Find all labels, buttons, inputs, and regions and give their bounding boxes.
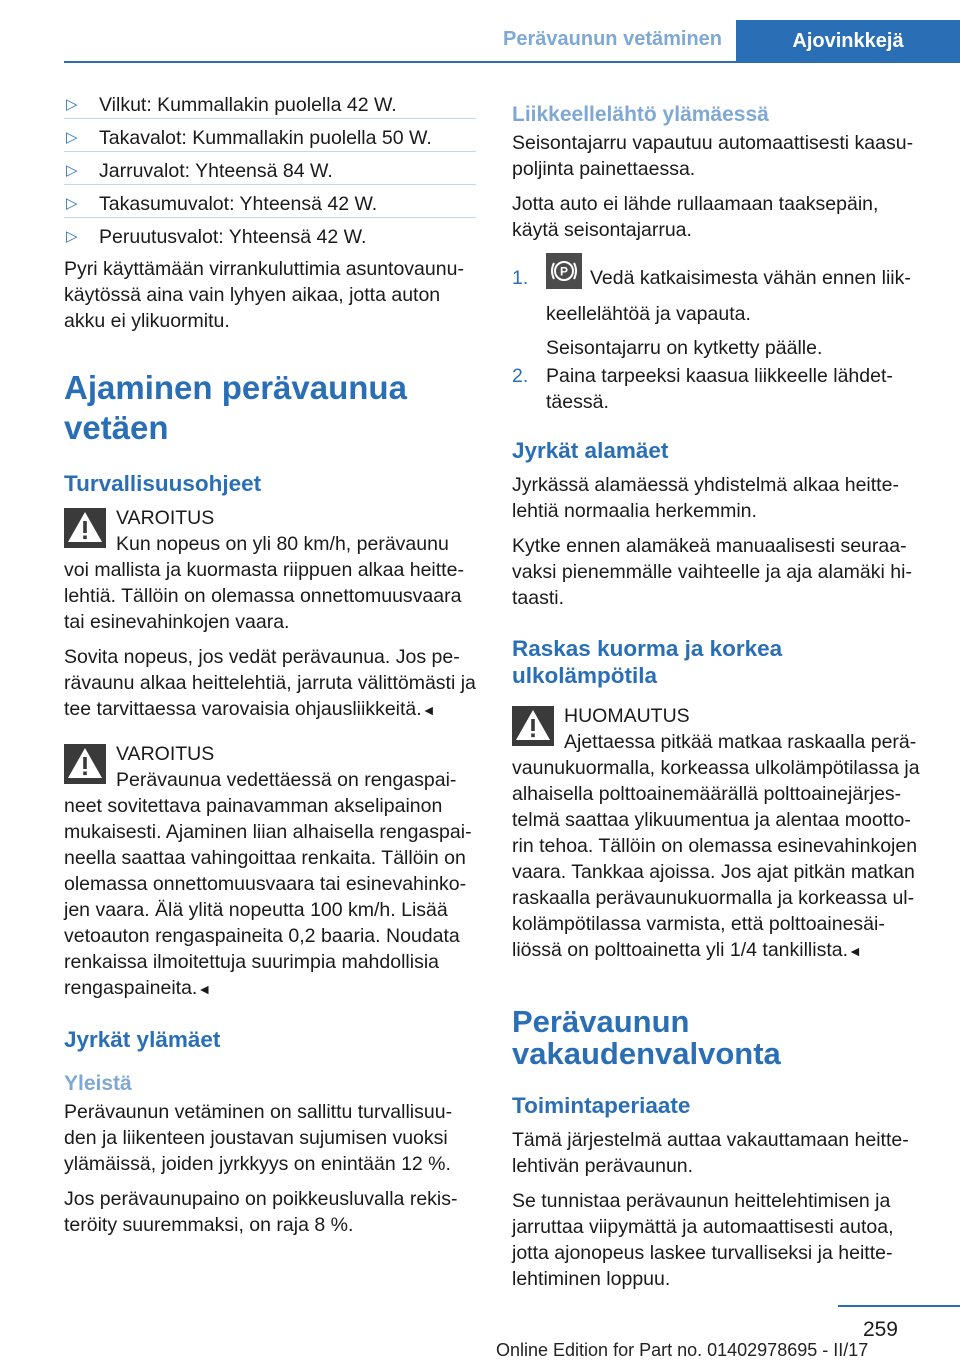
principle-heading: Toimintaperiaate: [512, 1093, 691, 1118]
start-paragraph-2: Jotta auto ei lähde rullaamaan taaksepäin, käytä seisontajarrua.: [512, 193, 879, 241]
start-paragraph-1: Seisontajarru vapautuu automaattisesti kaasupoljinta painettaessa.: [512, 132, 914, 180]
bullet-triangle-icon: ▷: [66, 162, 78, 179]
bullet-triangle-icon: ▷: [66, 96, 78, 113]
step-number: 2.: [512, 365, 529, 387]
warning-triangle-icon: [64, 508, 106, 548]
stability-heading: Perävaunun vakaudenvalvonta: [512, 1004, 781, 1071]
general-paragraph-2: Jos perävaunupaino on poikkeusluvalla rekisteröity suuremmaksi, on raja 8 %.: [64, 1188, 458, 1236]
list-item: ▷ Takavalot: Kummallakin puolella 50 W.: [64, 125, 476, 152]
warning-text: Kun nopeus on yli 80 km/h, perävaunu voi mallista ja kuormasta riippuen alkaa heittelehtiä. Tällöin on olemassa onnettomuusvaara tai esinevahinkojen vaara.: [64, 533, 464, 633]
notice-text: Ajettaessa pitkää matkaa raskaalla perävaunukuormalla, korkeassa ulkolämpötilassa ja alhaisella polttoainemäärällä polttoainejärjestelmä saattaa ylikuumentua ja alentaa moottorin tehoa. Tällöin on olemassa esinevahinkojen vaara. Tankkaa ajoissa. Jos ajat pitkän matkan raskaalla perävaunukuormalla ja korkeassa ulkolämpötilassa varmista, että polttoainesäiliössä on polttoainetta yli 1/4 tankillista.◄: [512, 731, 920, 961]
lamp-bullet-list: [64, 92, 476, 250]
page-header: [0, 0, 960, 62]
end-mark-icon: ◄: [848, 943, 862, 959]
list-item: ▷ Takasumuvalot: Yhteensä 42 W.: [64, 191, 476, 218]
warning-text: Sovita nopeus, jos vedät perävaunua. Jos perävaunu alkaa heittelehtiä, jarruta välittömästi ja tee tarvittaessa varovaisia ohjausliikkeitä.◄: [64, 646, 476, 720]
warning-block-2: [64, 741, 476, 1002]
page-footer: [0, 1300, 960, 1362]
uphill-start-heading: Liikkeellelähtö ylämäessä: [512, 103, 769, 126]
list-item: ▷ Peruutusvalot: Yhteensä 42 W.: [66, 226, 367, 248]
notice-label: HUOMAUTUS: [564, 705, 690, 727]
bullet-triangle-icon: ▷: [66, 195, 78, 212]
parking-brake-icon: [546, 253, 582, 289]
downhill-paragraph-2: Kytke ennen alamäkeä manuaalisesti seuraavaksi pienemmälle vaihteelle ja aja alamäki hitaasti.: [512, 535, 912, 609]
svg-text:P: P: [559, 264, 569, 279]
list-item: ▷ Jarruvalot: Yhteensä 84 W.: [64, 158, 476, 185]
step-subtext: Seisontajarru on kytketty päälle.: [546, 337, 823, 359]
header-rule: [64, 61, 960, 63]
footer-rule: [838, 1305, 960, 1307]
general-heading: Yleistä: [64, 1072, 132, 1095]
list-item: ▷ Vilkut: Kummallakin puolella 42 W.: [64, 92, 476, 119]
section-title: Perävaunun vetäminen: [503, 28, 722, 50]
bullet-triangle-icon: ▷: [66, 129, 78, 146]
principle-paragraph-1: Tämä järjestelmä auttaa vakauttamaan heittelehtivän perävaunun.: [512, 1129, 909, 1177]
page-number: 259: [862, 1318, 898, 1341]
heavy-load-heading: Raskas kuorma ja korkea ulkolämpötila: [512, 636, 783, 688]
edition-note: Online Edition for Part no. 01402978695 - II/17: [496, 1340, 869, 1360]
notice-block: [512, 703, 924, 964]
general-paragraph-1: Perävaunun vetäminen on sallittu turvallisuuden ja liikenteen joustavan sujumisen vuoksi ylämäissä, joiden jyrkkyys on enintään 12 %.: [64, 1101, 453, 1175]
downhill-heading: Jyrkät alamäet: [512, 438, 669, 463]
chapter-tab: Ajovinkkejä: [736, 20, 960, 62]
notice-triangle-icon: [512, 706, 554, 746]
downhill-paragraph-1: Jyrkässä alamäessä yhdistelmä alkaa heittelehtiä normaalia herkemmin.: [512, 474, 899, 522]
left-column: [64, 92, 476, 1247]
uphill-heading: Jyrkät ylämäet: [64, 1027, 221, 1052]
list-item: 2. Paina tarpeeksi kaasua liikkeelle lähdettäessä.: [512, 365, 893, 413]
warning-label: VAROITUS: [116, 743, 215, 765]
safety-heading: Turvallisuusohjeet: [64, 471, 262, 496]
intro-paragraph: Pyri käyttämään virrankuluttimia asuntovaunukäytössä aina vain lyhyen aikaa, jotta auton akku ei ylikuormitu.: [64, 258, 464, 332]
right-column: [512, 92, 924, 1301]
warning-text: Perävaunua vedettäessä on rengaspaineet sovitettava painavamman akselipainon mukaisesti. Ajaminen liian alhaisella rengaspaineella saattaa vahingoittaa renkaita. Tällöin on olemassa onnettomuusvaara tai esinevahinkojen vaara. Älä ylitä nopeutta 100 km/h. Lisää vetoauton rengaspaineita 0,2 baaria. Noudata renkaissa ilmoitettuja suurimpia mahdollisia rengaspaineita.◄: [64, 769, 472, 999]
warning-label: VAROITUS: [116, 507, 215, 529]
section-heading: Ajaminen perävaunua vetäen: [64, 369, 407, 446]
steps-list: [512, 265, 924, 415]
list-item: 1. P Vedä katkaisimesta vähän ennen liikkeellelähtöä ja vapauta. Seisontajarru on kytketty päälle.: [512, 265, 924, 361]
bullet-triangle-icon: ▷: [66, 228, 78, 245]
warning-block-1: [64, 505, 476, 723]
principle-paragraph-2: Se tunnistaa perävaunun heittelehtimisen ja jarruttaa viipymättä ja automaattisesti autoa, jotta ajonopeus laskee turvalliseksi ja heittelehtiminen loppuu.: [512, 1190, 894, 1290]
end-mark-icon: ◄: [421, 702, 436, 718]
end-mark-icon: ◄: [197, 981, 212, 997]
warning-triangle-icon: [64, 744, 106, 784]
step-number: 1.: [512, 267, 529, 289]
